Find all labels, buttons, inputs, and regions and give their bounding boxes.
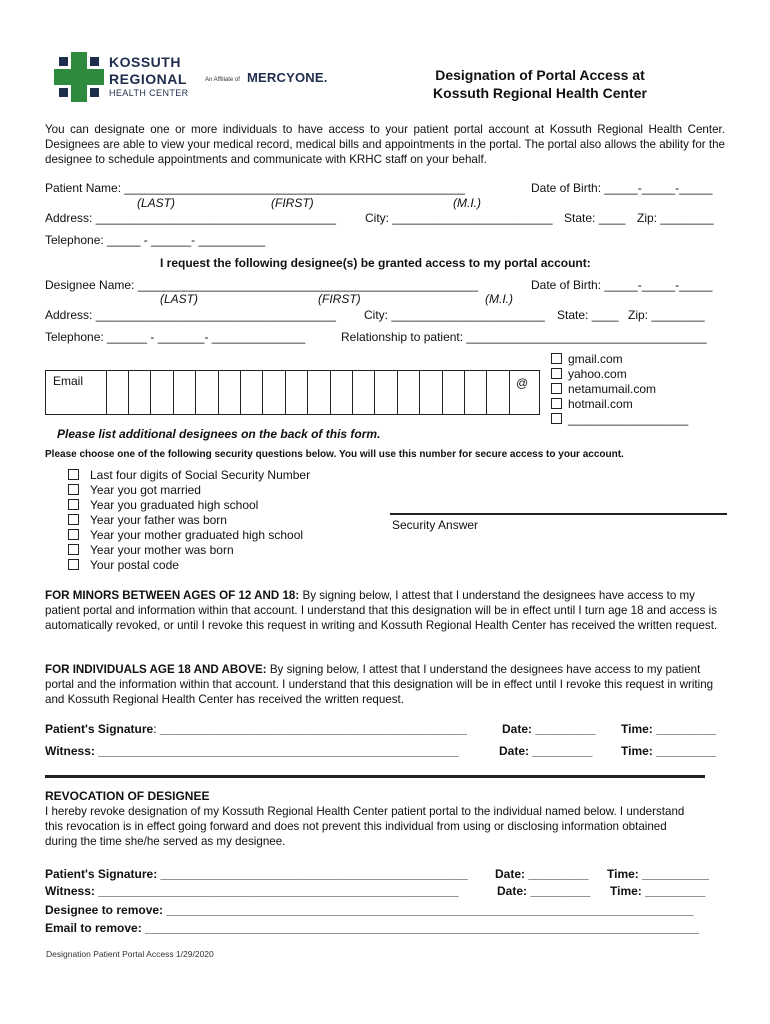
security-question-option[interactable]: Your postal code xyxy=(68,558,310,573)
logo-org-line1: KOSSUTH xyxy=(109,54,181,70)
patient-telephone-field[interactable]: Telephone: _____ - ______- __________ xyxy=(45,233,266,247)
security-answer-label: Security Answer xyxy=(392,518,479,532)
minors-heading: FOR MINORS BETWEEN AGES OF 12 AND 18: xyxy=(45,589,300,602)
witness-signature-time[interactable]: Time: _________ xyxy=(621,744,717,758)
email-domain-option[interactable]: netamumail.com xyxy=(551,382,688,397)
designee-first-label: (FIRST) xyxy=(318,292,361,306)
revocation-date2[interactable]: Date: _________ xyxy=(497,884,591,898)
designee-address-field[interactable]: Address: ____________________________________ xyxy=(45,308,336,322)
email-domain-option[interactable]: __________________ xyxy=(551,412,688,427)
designee-state-field[interactable]: State: ____ xyxy=(557,308,619,322)
email-domain-option[interactable]: yahoo.com xyxy=(551,367,688,382)
checkbox-icon[interactable] xyxy=(68,499,79,510)
patient-signature-time[interactable]: Time: _________ xyxy=(621,722,717,736)
page-title-line2: Kossuth Regional Health Center xyxy=(433,85,647,101)
designee-telephone-field[interactable]: Telephone: ______ - _______- ______________ xyxy=(45,330,306,344)
email-domain-option[interactable]: hotmail.com xyxy=(551,397,688,412)
checkbox-icon[interactable] xyxy=(68,559,79,570)
checkbox-icon[interactable] xyxy=(68,469,79,480)
patient-name-field[interactable]: Patient Name: ___________________________________________________ xyxy=(45,181,465,195)
email-domain-options xyxy=(551,352,688,427)
patient-zip-field[interactable]: Zip: ________ xyxy=(637,211,714,225)
patient-address-field[interactable]: Address: ____________________________________ xyxy=(45,211,336,225)
designee-dob-field[interactable]: Date of Birth: _____-_____-_____ xyxy=(531,278,713,292)
designee-city-field[interactable]: City: _______________________ xyxy=(364,308,545,322)
patient-mi-label: (M.I.) xyxy=(453,196,481,210)
designee-to-remove-field[interactable]: Designee to remove: _______________________________________________________________________________ xyxy=(45,903,694,917)
checkbox-icon[interactable] xyxy=(68,514,79,525)
email-domain-option[interactable]: gmail.com xyxy=(551,352,688,367)
security-question-option[interactable]: Year your father was born xyxy=(68,513,310,528)
checkbox-icon[interactable] xyxy=(551,398,562,409)
checkbox-icon[interactable] xyxy=(551,413,562,424)
logo-affiliate-brand: MERCYONE. xyxy=(247,70,328,85)
designee-mi-label: (M.I.) xyxy=(485,292,513,306)
security-answer-line[interactable] xyxy=(390,513,727,515)
revocation-heading: REVOCATION OF DESIGNEE xyxy=(45,789,210,803)
security-instruction: Please choose one of the following security questions below. You will use this number for secure access to your account. xyxy=(45,449,624,460)
email-at-sign: @ xyxy=(516,376,529,390)
patient-signature-field[interactable]: Patient's Signature: ______________________________________________ xyxy=(45,722,467,736)
checkbox-icon[interactable] xyxy=(68,484,79,495)
witness-signature-field[interactable]: Witness: ______________________________________________________ xyxy=(45,744,459,758)
minors-paragraph xyxy=(45,588,725,633)
patient-first-label: (FIRST) xyxy=(271,196,314,210)
page-title-line1: Designation of Portal Access at xyxy=(435,67,645,83)
revocation-witness[interactable]: Witness: ______________________________________________________ xyxy=(45,884,459,898)
patient-city-field[interactable]: City: ________________________ xyxy=(365,211,553,225)
email-to-remove-field[interactable]: Email to remove: ___________________________________________________________________________________ xyxy=(45,921,699,935)
revocation-time2[interactable]: Time: _________ xyxy=(610,884,706,898)
designee-zip-field[interactable]: Zip: ________ xyxy=(628,308,705,322)
section-divider xyxy=(45,775,705,778)
logo-affiliate-prefix: An Affiliate of xyxy=(205,77,240,83)
logo-org-line3: HEALTH CENTER xyxy=(109,88,189,98)
intro-paragraph: You can designate one or more individuals to have access to your patient portal account at Kossuth Regional Health Center. Designees are able to view your medical record, medical bills and appointments in the portal. The portal also allows the ability for the designee to schedule appointments and communicate with KRHC staff on your behalf. xyxy=(45,123,725,166)
checkbox-icon[interactable] xyxy=(68,544,79,555)
patient-dob-field[interactable]: Date of Birth: _____-_____-_____ xyxy=(531,181,713,195)
security-question-option[interactable]: Year you got married xyxy=(68,483,310,498)
checkbox-icon[interactable] xyxy=(551,383,562,394)
security-question-option[interactable]: Last four digits of Social Security Number xyxy=(68,468,310,483)
email-char-cells[interactable] xyxy=(106,371,509,414)
logo xyxy=(50,50,340,106)
security-question-option[interactable]: Year you graduated high school xyxy=(68,498,310,513)
adults-text: By signing below, I attest that I understand the designees have access to my patient portal and the information within that account. I understand that this designation will be in effect until I revoke this request in writing and Kossuth Regional Health Center has received the written request. xyxy=(45,663,714,706)
revocation-paragraph: I hereby revoke designation of my Kossuth Regional Health Center patient portal to the individual named below. I understand this revocation is in effect going forward and does not prevent this individual from using or disclosing information obtained during the time she/he served as my designee. xyxy=(45,805,685,848)
logo-org-line2: REGIONAL xyxy=(109,71,187,87)
revocation-patient-signature[interactable]: Patient's Signature: ______________________________________________ xyxy=(45,867,468,881)
minors-text: By signing below, I attest that I understand the designees have access to my patient portal and information within that account. I understand that this designation will be in effect until I turn age 18 and access is automatically revoked, or until I revoke this request in writing and Kossuth Regional Health Center has received the written request. xyxy=(45,589,718,632)
security-question-option[interactable]: Year your mother was born xyxy=(68,543,310,558)
request-heading: I request the following designee(s) be granted access to my portal account: xyxy=(160,256,591,270)
checkbox-icon[interactable] xyxy=(68,529,79,540)
email-label: Email xyxy=(53,374,84,388)
checkbox-icon[interactable] xyxy=(551,353,562,364)
checkbox-icon[interactable] xyxy=(551,368,562,379)
patient-signature-date[interactable]: Date: _________ xyxy=(502,722,596,736)
designee-last-label: (LAST) xyxy=(160,292,199,306)
patient-last-label: (LAST) xyxy=(137,196,176,210)
additional-designees-note: Please list additional designees on the back of this form. xyxy=(57,427,381,441)
email-box[interactable] xyxy=(45,370,540,415)
patient-state-field[interactable]: State: ____ xyxy=(564,211,626,225)
witness-signature-date[interactable]: Date: _________ xyxy=(499,744,593,758)
revocation-time1[interactable]: Time: __________ xyxy=(607,867,709,881)
footer-text: Designation Patient Portal Access 1/29/2020 xyxy=(46,949,214,959)
cross-logo-icon xyxy=(54,52,104,102)
adults-heading: FOR INDIVIDUALS AGE 18 AND ABOVE: xyxy=(45,663,267,676)
revocation-date1[interactable]: Date: _________ xyxy=(495,867,589,881)
designee-relationship-field[interactable]: Relationship to patient: ____________________________________ xyxy=(341,330,707,344)
designee-name-field[interactable]: Designee Name: ___________________________________________________ xyxy=(45,278,479,292)
security-question-option[interactable]: Year your mother graduated high school xyxy=(68,528,310,543)
security-question-list xyxy=(68,468,310,573)
adults-paragraph xyxy=(45,662,725,707)
